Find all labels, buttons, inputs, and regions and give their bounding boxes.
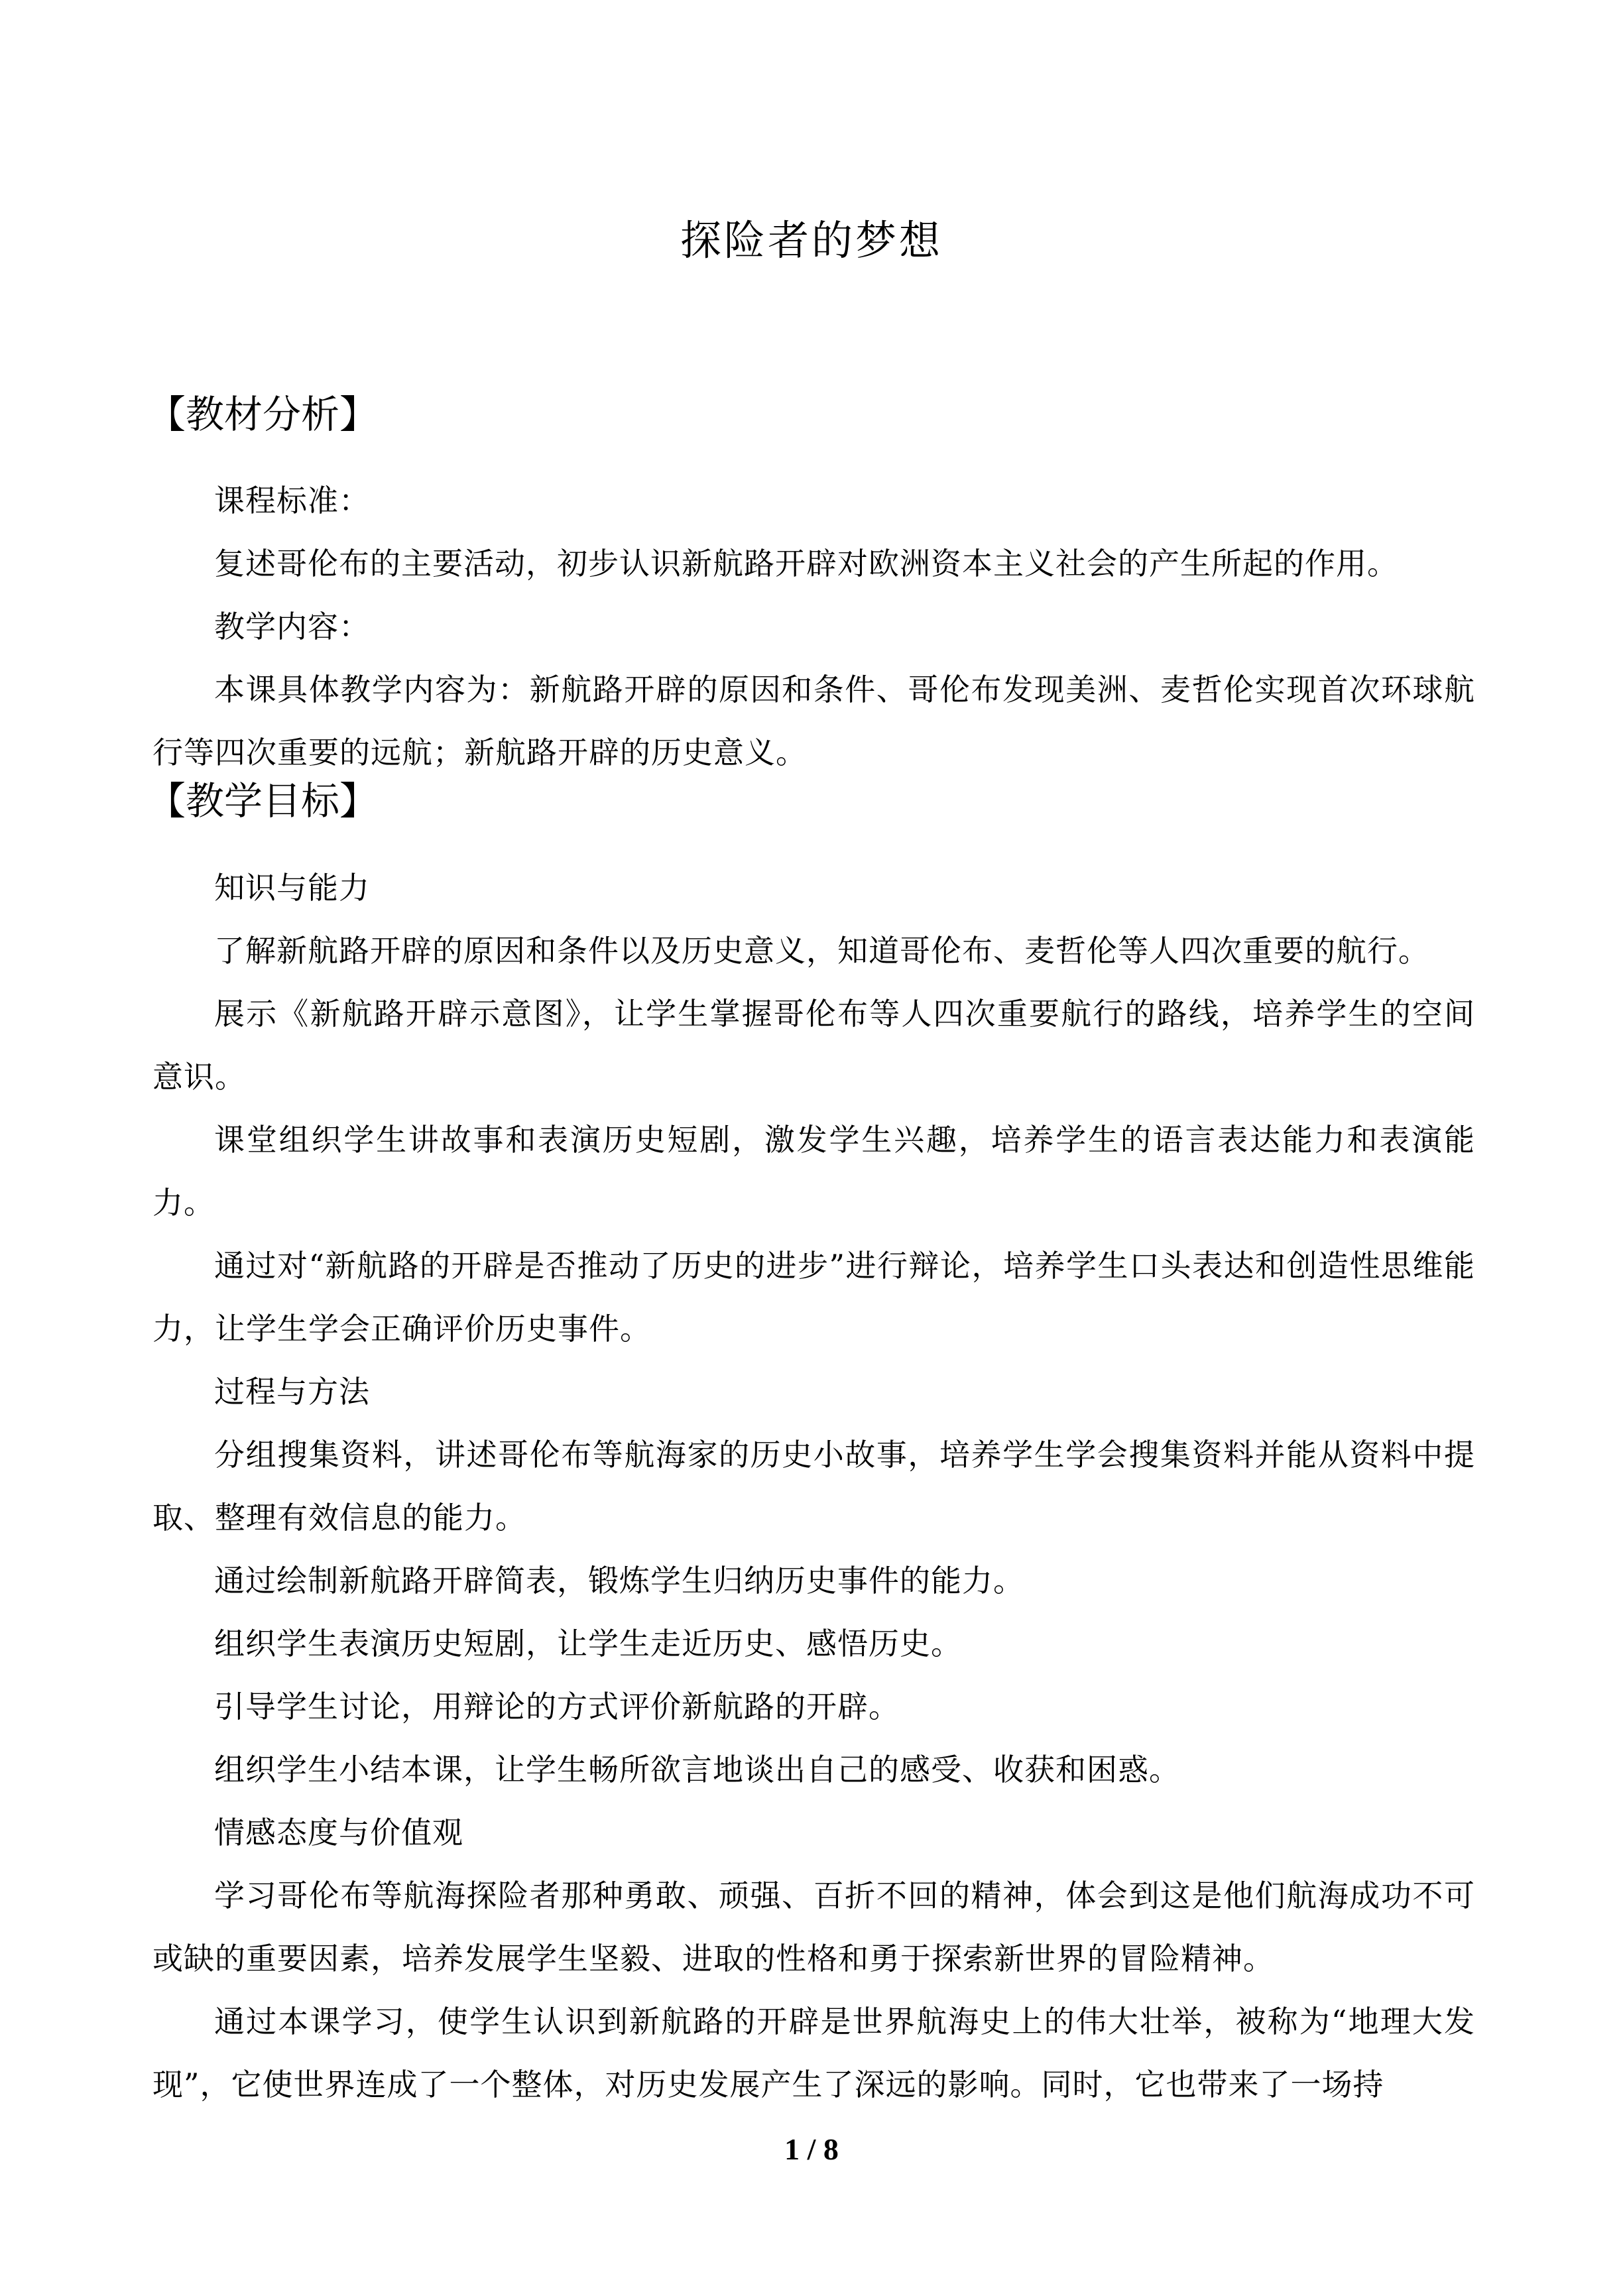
- paragraph: 课堂组织学生讲故事和表演历史短剧，激发学生兴趣，培养学生的语言表达能力和表演能力。: [152, 1122, 1475, 1221]
- paragraph: 通过本课学习，使学生认识到新航路的开辟是世界航海史上的伟大壮举，被称为“地理大发现”，它使世界连成了一个整体，对历史发展产生了深远的影响。同时，它也带来了一场持: [152, 2004, 1475, 2102]
- page-number: 1 / 8: [784, 2132, 839, 2166]
- paragraph: 引导学生讨论，用辩论的方式评价新航路的开辟。: [214, 1689, 900, 1724]
- paragraph: 了解新航路开辟的原因和条件以及历史意义，知道哥伦布、麦哲伦等人四次重要的航行。: [214, 933, 1429, 969]
- paragraph: 组织学生表演历史短剧，让学生走近历史、感悟历史。: [214, 1626, 962, 1662]
- document-title: 探险者的梦想: [680, 216, 943, 265]
- paragraph: 通过绘制新航路开辟简表，锻炼学生归纳历史事件的能力。: [214, 1563, 1024, 1599]
- paragraph: 过程与方法: [214, 1374, 370, 1410]
- paragraph: 本课具体教学内容为：新航路开辟的原因和条件、哥伦布发现美洲、麦哲伦实现首次环球航行等四次重要的远航；新航路开辟的历史意义。: [152, 672, 1475, 770]
- paragraph: 分组搜集资料，讲述哥伦布等航海家的历史小故事，培养学生学会搜集资料并能从资料中提取、整理有效信息的能力。: [152, 1437, 1475, 1536]
- section-heading-objectives: 【教学目标】: [147, 778, 379, 823]
- paragraph: 展示《新航路开辟示意图》，让学生掌握哥伦布等人四次重要航行的路线，培养学生的空间意识。: [152, 996, 1475, 1095]
- paragraph: 复述哥伦布的主要活动，初步认识新航路开辟对欧洲资本主义社会的产生所起的作用。: [214, 546, 1398, 581]
- paragraph: 通过对“新航路的开辟是否推动了历史的进步”进行辩论，培养学生口头表达和创造性思维能力，让学生学会正确评价历史事件。: [152, 1248, 1475, 1347]
- section-heading-analysis: 【教材分析】: [147, 392, 379, 437]
- paragraph: 知识与能力: [214, 870, 370, 906]
- paragraph: 教学内容：: [214, 609, 370, 644]
- paragraph: 情感态度与价值观: [214, 1815, 463, 1850]
- paragraph: 组织学生小结本课，让学生畅所欲言地谈出自己的感受、收获和困惑。: [214, 1752, 1180, 1787]
- paragraph: 课程标准：: [214, 483, 370, 518]
- paragraph: 学习哥伦布等航海探险者那种勇敢、顽强、百折不回的精神，体会到这是他们航海成功不可或缺的重要因素，培养发展学生坚毅、进取的性格和勇于探索新世界的冒险精神。: [152, 1878, 1475, 1976]
